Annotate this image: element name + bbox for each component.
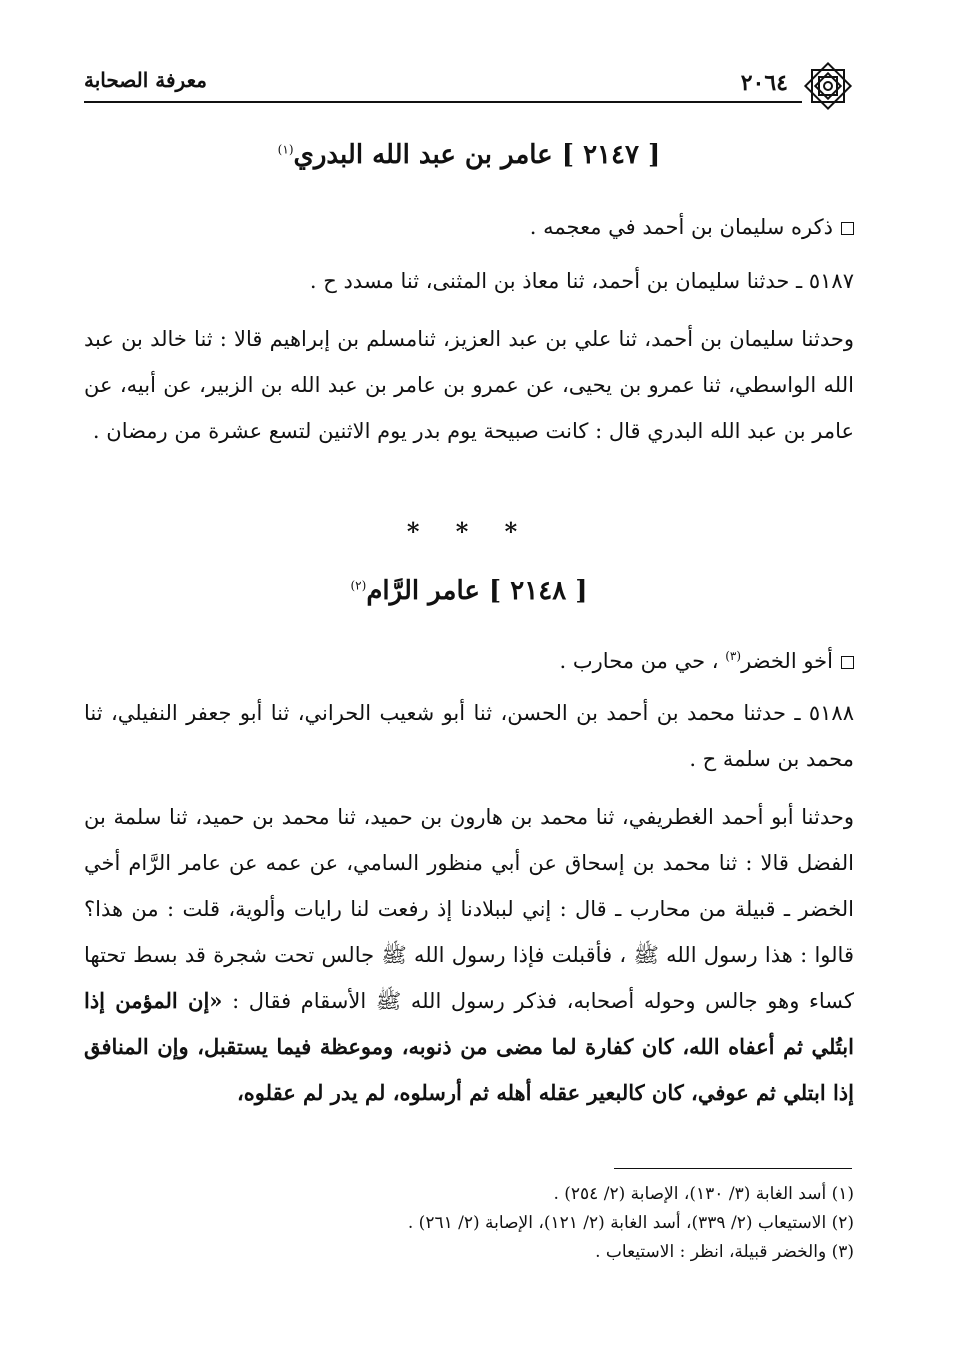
footnote-rule xyxy=(614,1168,852,1169)
footnotes xyxy=(84,1180,854,1267)
intro-text-a: أخو الخضر xyxy=(741,649,833,673)
footnote-1: (١) أسد الغابة (٣/ ١٣٠)، الإصابة (٢/ ٢٥٤) . xyxy=(553,1184,854,1204)
footnote-ref: (٢) xyxy=(350,578,367,593)
ornament-icon xyxy=(800,58,856,114)
hadith-5188-chain xyxy=(84,794,854,1116)
header-rule xyxy=(84,101,802,103)
intro-text-b: ، حي من محارب . xyxy=(559,649,719,673)
footnote-2: (٢) الاستيعاب (٢/ ٣٣٩)، أسد الغابة (٢/ ١٢١)، الإصابة (٢/ ٢٦١) . xyxy=(407,1213,854,1233)
entry-title-2147 xyxy=(84,140,854,170)
entry-title-2148 xyxy=(84,576,854,606)
hadith-quote: «إن المؤمن إذا ابتُلي ثم أعفاه الله، كان كفارة لما مضى من ذنوبه، وموعظة فيما يستقبل، وإن المنافق إذا ابتلي ثم عوفي، كان كالبعير عقله أهله ثم أرسلوه، لم يدر لم عقلوه، xyxy=(84,988,854,1105)
entry-intro-2148 xyxy=(84,633,854,684)
page-header xyxy=(84,66,854,102)
intro-text: ذكره سليمان بن أحمد في معجمه . xyxy=(529,215,833,239)
hadith-5187-chain: وحدثنا سليمان بن أحمد، ثنا علي بن عبد العزيز، ثنامسلم بن إبراهيم قالا : ثنا خالد بن عبد الله الواسطي، ثنا عمرو بن يحيى، عن عمرو بن عامر بن عبد الله بن الزبير، عن أبيه، عن عامر بن عبد الله البدري قال : كانت صبيحة يوم بدر يوم الاثنين لتسع عشرة من رمضان . xyxy=(84,327,854,443)
entry-title-text: [ ٢١٤٨ ] عامر الرَّام xyxy=(366,576,588,606)
footnote-ref: (٣) xyxy=(725,649,742,663)
hadith-5187: ٥١٨٧ ـ حدثنا سليمان بن أحمد، ثنا معاذ بن المثنى، ثنا مسدد ح . xyxy=(309,269,854,293)
square-marker-icon xyxy=(841,222,854,235)
entry-title-text: [ ٢١٤٧ ] عامر بن عبد الله البدري xyxy=(293,140,661,170)
footnote-3: (٣) والخضر قبيلة، انظر : الاستيعاب . xyxy=(595,1242,854,1262)
page-number: ٢٠٦٤ xyxy=(740,70,788,96)
section-separator: * * * xyxy=(406,517,532,546)
hadith-5188: ٥١٨٨ ـ حدثنا محمد بن أحمد بن الحسن، ثنا أبو شعيب الحراني، ثنا أبو جعفر النفيلي، ثنا محمد بن سلمة ح . xyxy=(84,701,854,771)
entry-intro-2147 xyxy=(84,204,854,250)
square-marker-icon xyxy=(841,656,854,669)
hadith-narration: وحدثنا أبو أحمد الغطريفي، ثنا محمد بن هارون بن حميد، ثنا محمد بن حميد، ثنا سلمة بن الفضل قالا : ثنا محمد بن إسحاق عن أبي منظور السامي، عن عمه عن عامر الرَّام أخي الخضر ـ قبيلة من محارب ـ قال : إني لببلادنا إذ رفعت لنا رايات وألوية، قلت : من هذا؟ قالوا : هذا رسول الله ﷺ ، فأقبلت فإذا رسول الله ﷺ جالس تحت شجرة قد بسط تحتها كساء وهو جالس وحوله أصحابه، فذكر رسول الله ﷺ الأسقام فقال : xyxy=(84,805,854,1013)
footnote-ref: (١) xyxy=(277,142,294,157)
book-title: معرفة الصحابة xyxy=(84,68,207,92)
